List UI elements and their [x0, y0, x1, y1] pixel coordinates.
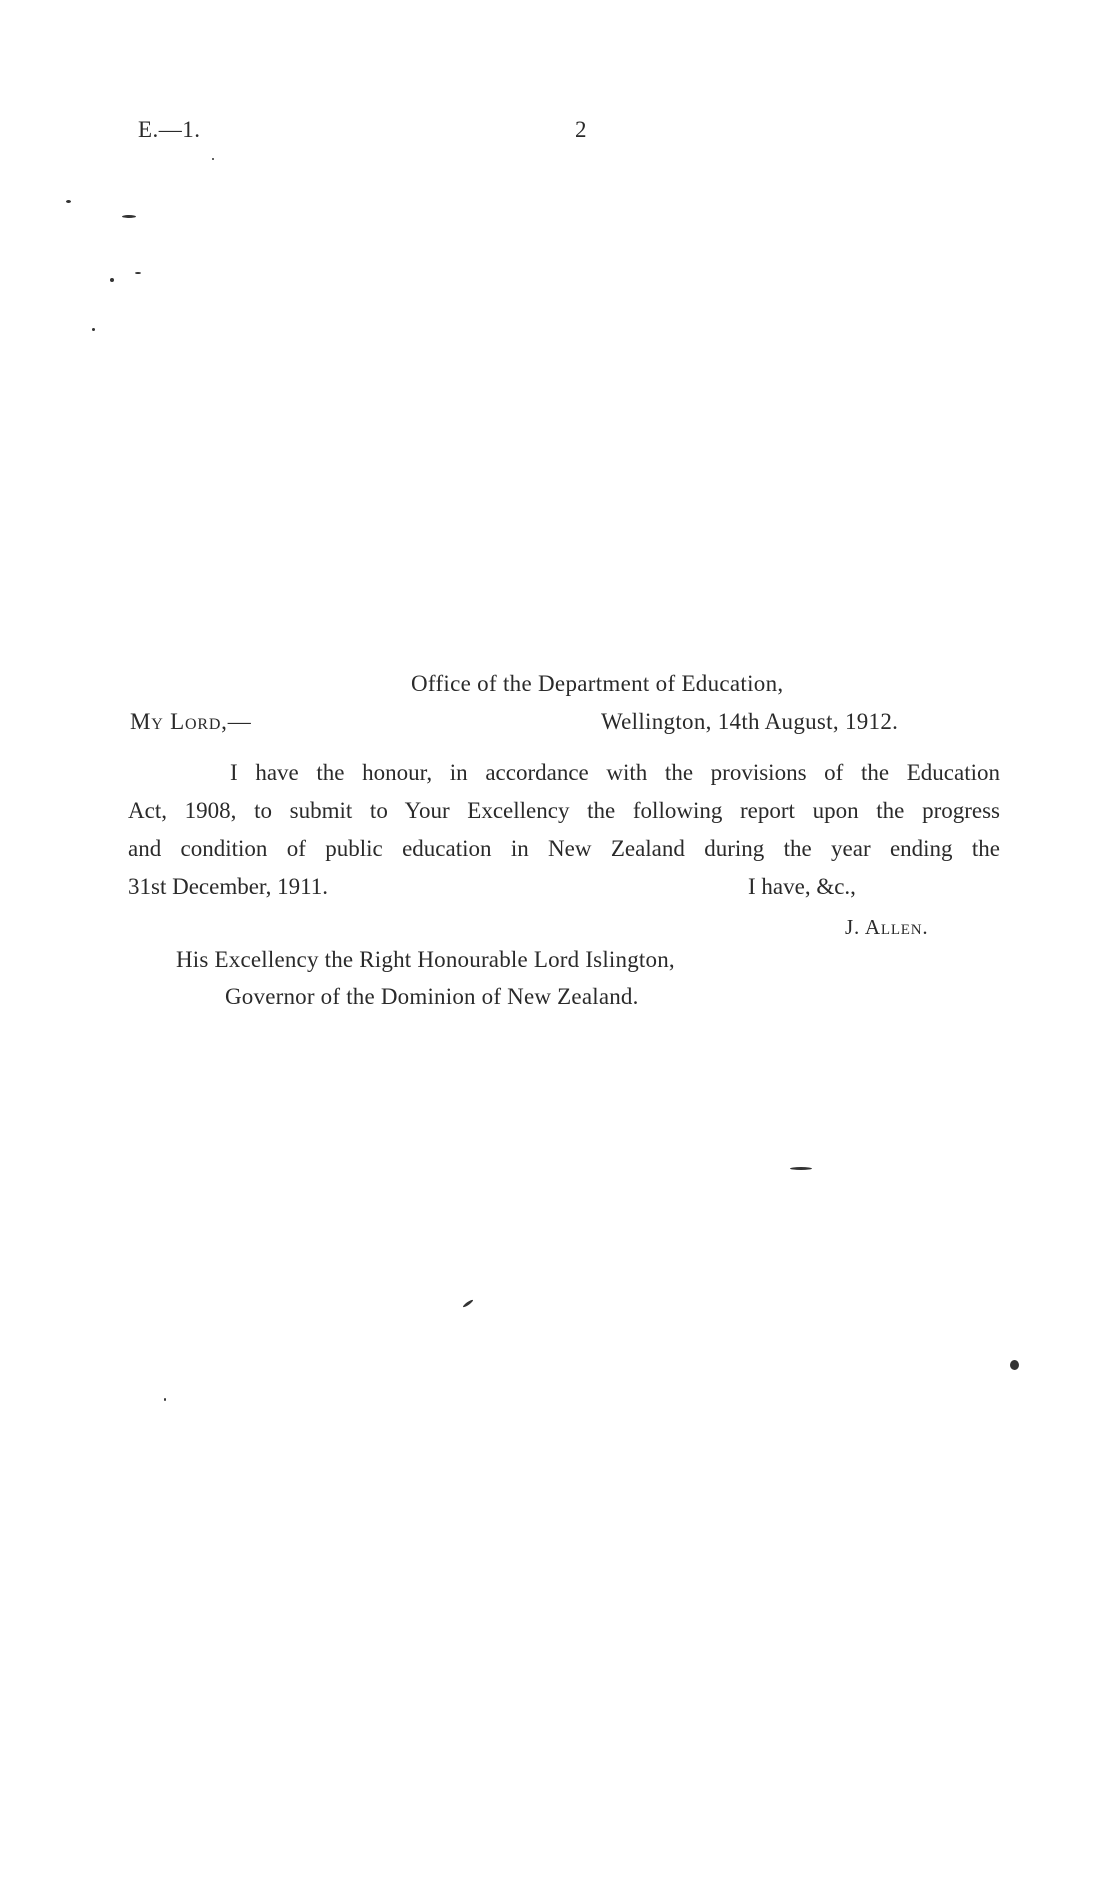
salutation: My Lord,—	[130, 709, 252, 734]
scan-speck	[110, 278, 114, 282]
letter-body	[128, 754, 1000, 906]
scan-speck	[1010, 1360, 1019, 1370]
sender-office: Office of the Department of Education,	[411, 671, 784, 696]
place-and-date: Wellington, 14th August, 1912.	[601, 709, 899, 734]
scan-speck	[462, 1299, 474, 1308]
page-number: 2	[575, 117, 587, 142]
scan-speck	[212, 158, 214, 160]
signature: J. Allen.	[845, 915, 929, 939]
addressee-line-2: Governor of the Dominion of New Zealand.	[225, 984, 639, 1009]
closing: I have, &c.,	[748, 874, 856, 899]
scan-speck	[66, 200, 71, 203]
scan-speck	[790, 1167, 812, 1170]
body-last-line: 31st December, 1911.	[128, 874, 329, 899]
scan-speck	[135, 272, 141, 274]
addressee-line-1: His Excellency the Right Honourable Lord Islington,	[176, 947, 675, 972]
body-line: Act, 1908, to submit to Your Excellency the following report upon the progress	[128, 798, 1000, 823]
document-reference: E.—1.	[138, 117, 201, 142]
body-last-row	[128, 868, 1000, 906]
body-line: I have the honour, in accordance with the provisions of the Education	[230, 760, 1000, 785]
body-line: and condition of public education in New Zealand during the year ending the	[128, 836, 1000, 861]
scan-speck	[122, 215, 136, 218]
scan-speck	[92, 328, 95, 331]
scan-speck	[164, 1398, 166, 1401]
